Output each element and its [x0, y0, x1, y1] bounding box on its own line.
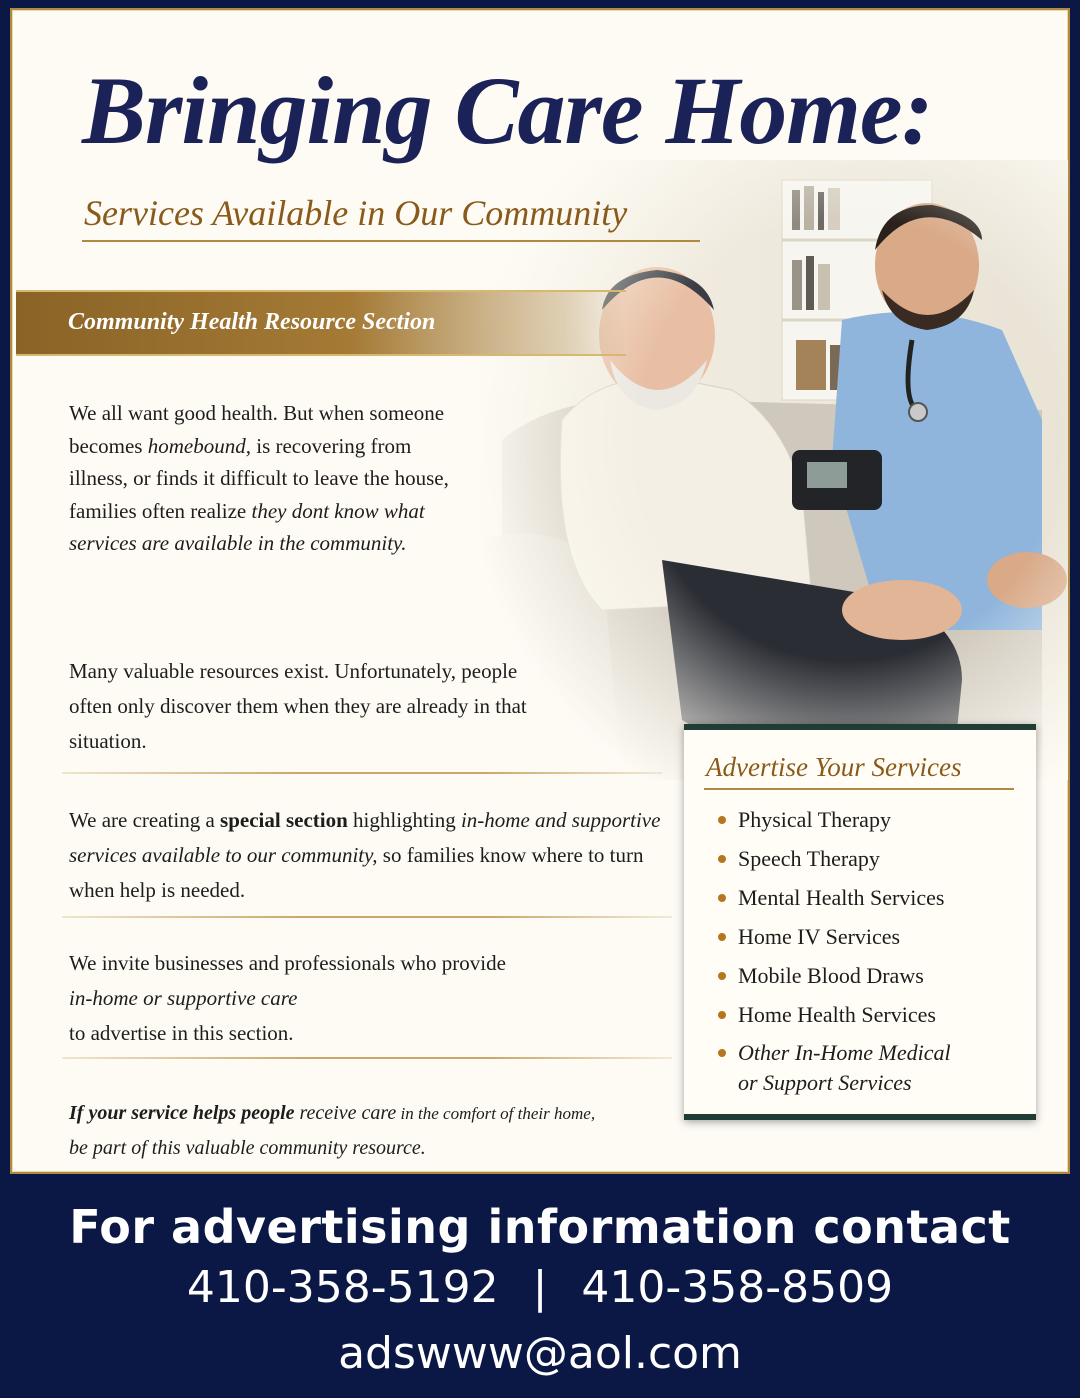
- bullet-icon: [718, 855, 726, 863]
- bullet-icon: [718, 972, 726, 980]
- service-label: Mobile Blood Draws: [738, 963, 924, 988]
- contact-phones: [0, 1262, 1080, 1313]
- advertise-box-rule: [704, 788, 1014, 790]
- invite-text: to advertise in this section.: [69, 1021, 294, 1045]
- closing-bold: If your service helps people: [69, 1102, 295, 1124]
- section-text: highlighting: [347, 808, 461, 832]
- service-label: Home IV Services: [738, 924, 901, 949]
- intro-emphasis: they dont know what services are available in the community.: [69, 498, 425, 555]
- section-text: so families know where to turn when help is needed.: [69, 843, 644, 902]
- bullet-icon: [718, 816, 726, 824]
- advertise-box: [684, 724, 1036, 1120]
- subtitle-underline: [82, 240, 700, 242]
- resources-paragraph: Many valuable resources exist. Unfortunately, people often only discover them when they are already in that situation.: [69, 659, 527, 753]
- list-item: [716, 800, 1026, 839]
- closing-text: receive care: [294, 1102, 397, 1124]
- intro-emphasis: homebound,: [147, 433, 251, 458]
- phone-number-2[interactable]: 410-358-8509: [581, 1262, 894, 1313]
- flyer-paper: [10, 8, 1070, 1174]
- services-list: [716, 800, 1026, 1096]
- invite-paragraph: [69, 946, 629, 1051]
- closing-small: in the comfort of their home,: [396, 1104, 596, 1123]
- section-text: We are creating a: [69, 808, 221, 832]
- contact-email[interactable]: adswww@aol.com: [338, 1328, 742, 1379]
- divider: [62, 1057, 672, 1059]
- service-label: Other In-Home Medical: [738, 1040, 951, 1065]
- bullet-icon: [718, 933, 726, 941]
- list-item: [716, 995, 1026, 1034]
- closing-paragraph: [69, 1096, 689, 1165]
- bullet-icon: [718, 1049, 726, 1057]
- service-label: Mental Health Services: [738, 885, 945, 910]
- section-banner-label: Community Health Resource Section: [68, 309, 436, 335]
- page-title: Bringing Care Home:: [82, 57, 933, 164]
- advertise-box-title: Advertise Your Services: [706, 752, 962, 782]
- list-item: [716, 839, 1026, 878]
- list-item: [716, 878, 1026, 917]
- service-label: Home Health Services: [738, 1002, 936, 1027]
- list-item: [716, 1034, 1026, 1096]
- invite-emphasis: in-home or supportive care: [69, 986, 298, 1010]
- bullet-icon: [718, 1011, 726, 1019]
- service-label: Speech Therapy: [738, 846, 880, 871]
- list-item: [716, 917, 1026, 956]
- bullet-icon: [718, 894, 726, 902]
- caregiver-photo: [482, 160, 1070, 780]
- contact-heading: For advertising information contact: [69, 1200, 1011, 1254]
- page-subtitle: Services Available in Our Community: [84, 193, 628, 233]
- section-emphasis: in-home and supportive services available to our community,: [69, 808, 661, 867]
- divider: [62, 772, 662, 774]
- list-item: [716, 956, 1026, 995]
- phone-number-1[interactable]: 410-358-5192: [186, 1262, 499, 1313]
- section-bold: special section: [220, 808, 348, 832]
- intro-paragraph: [69, 397, 449, 560]
- closing-text: be part of this valuable community resource.: [69, 1137, 426, 1159]
- intro-text: We all want good health. But when someone becomes: [69, 401, 445, 458]
- service-label: Physical Therapy: [738, 807, 891, 832]
- phone-separator: |: [532, 1262, 548, 1313]
- intro-text: is recovering from illness, or finds it difficult to leave the house, families often realize: [69, 433, 449, 523]
- section-banner: [16, 290, 626, 356]
- section-paragraph: [69, 803, 669, 908]
- divider: [62, 916, 672, 918]
- contact-footer: [0, 1176, 1080, 1398]
- service-label: or Support Services: [738, 1070, 912, 1095]
- invite-text: We invite businesses and professionals who provide: [69, 951, 506, 975]
